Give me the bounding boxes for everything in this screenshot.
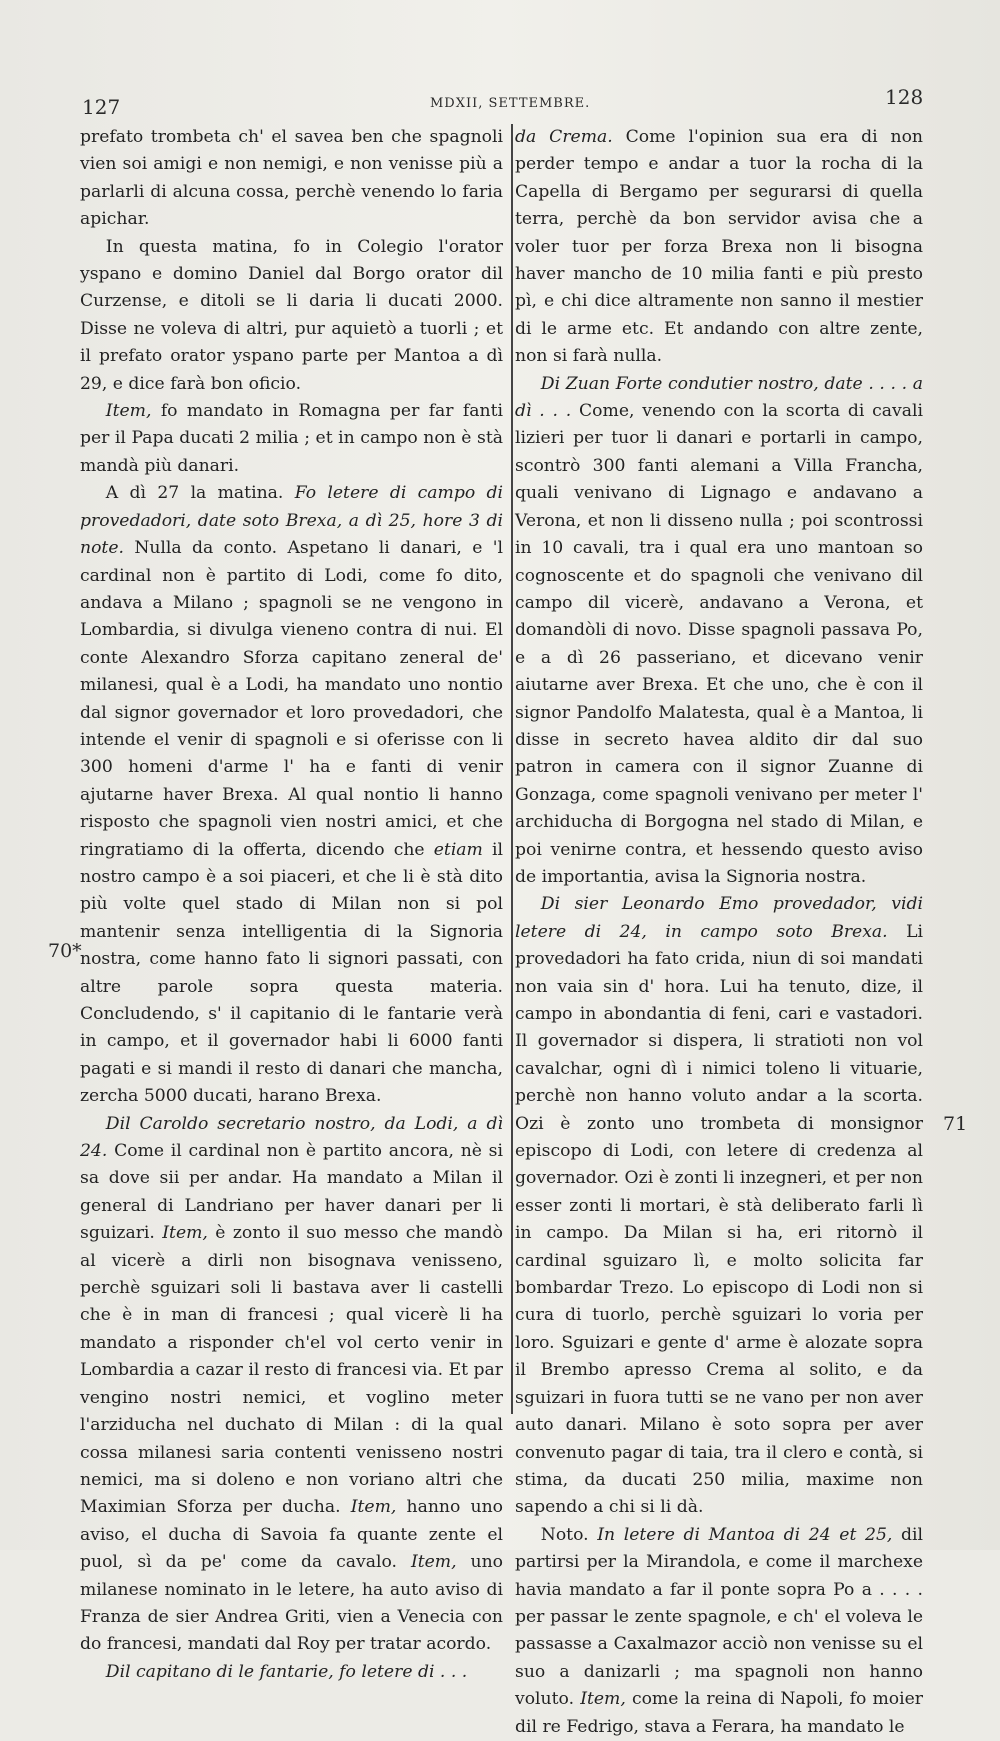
- paragraph: Dil capitano di le fantarie, fo letere di . . .: [105, 1661, 468, 1682]
- paragraph: Di Zuan Forte condutier nostro, date . . . . a dì . . . Come, venendo con la scorta di cavali lizieri per tuor li danari e portarli in campo, scontrò 300 fanti alemani a Villa Franchа, quali venivano di Lignago e andavano a Verona, et non li disseno nulla ; poi scontrossi in 10 cavali, tra i qual era uno mantoan so cognoscente et do spagnoli che venivano dil campo dil vicerè, andavano a Verona, et domandòli di novo. Disse spagnoli passava Po, e a dì 26 passeriano, et dicevano venir aiutarne aver Brexa. Et che uno, che è con il signor Pandolfo Malatesta, qual è a Mantoa, li disse in secreto havea aldito dir dal suo patron in camera con il signor Zuanne di Gonzaga, come spagnoli venivano per meter l' archiducha di Borgogna nel stado di Milan, e poi venirne contra, et hessendo questo aviso de importantia, avisa la Signoria nostra.: [515, 373, 923, 887]
- paragraph: Item, fo mandato in Romagna per far fanti per il Papa ducati 2 milia ; et in campo non è stà mandà più danari.: [80, 401, 503, 476]
- paragraph: Dil Caroldo secretario nostro, da Lodi, a dì 24. Come il cardinal non è partito ancora, nè si sa dove sii per andar. Ha mandato a Milan il general di Landriano per haver danari per li sguizari. Item, è zonto il suo messo che mandò al vicerè a dirli non bisognava venisseno, perchè sguizari soli li bastava aver li castelli che è in man di francesi ; qual vicerè li ha mandato a risponder ch'el vol certo venir in Lombardia a cazar il resto di francesi via. Et par vengino nostri nemici, et voglino meter l'arziducha nel duchato di Milan : di la qual cossa milanesi saria contenti venisseno nostri nemici, ma si doleno e non voriano altri che Maximian Sforza per ducha. Item, hanno uno aviso, el ducha di Savoia fa quante zente el puol, sì da pe' come da cavalo. Item, uno milanese nominato in le letere, ha auto aviso di Franza de sier Andrea Griti, vien a Venecia con do francesi, mandati dal Roy per tratar acordo.: [80, 1113, 504, 1655]
- paragraph: prefato trombeta ch' el savea ben che spagnoli vien soi amigi e non nemigi, e non venisse più a parlarli di alcuna cossa, perchè venendo lo faria apichar.: [80, 127, 503, 230]
- paragraph: In questa matina, fo in Colegio l'orator yspano e domino Daniel dal Borgo orator dil Curzense, e ditoli se li daria li ducati 2000. Disse ne voleva di altri, pur aquietò a tuorli ; et il prefato orator yspano parte per Mantoa a dì 29, e dice farà bon oficio.: [80, 236, 503, 394]
- margin-note-left: 70*: [48, 940, 82, 962]
- paragraph: Di sier Leonardo Emo provedador, vidi letere di 24, in campo soto Brexa. Li provedadori ha fato crida, niun di soi mandati non vaia sin d' hora. Lui ha tenuto, dize, il campo in abondantia di feni, cari e vastadori. Il governador si dispera, li stratioti non vol cavalchar, ogni dì i nimici toleno li vituarie, perchè non hanno voluto andar a la scorta. Ozi è zonto uno trombeta di monsignor episcopo di Lodi, con letere di credenza al governador. Ozi è zonti li inzegneri, et per non esser zonti li mortari, è stà deliberato farli lì in campo. Da Milan si ha, eri ritornò il cardinal sguizaro lì, e molto solicita far bombardar Trezo. Lo episcopo di Lodi non si cura di tuorlo, perchè sguizari lo voria per loro. Sguizari e gente d' arme è alozate sopra il Brembo apresso Crema al solito, e da sguizari in fuora tutti se ne vano per non aver auto danari. Milano è soto sopra per aver convenuto pagar di taia, tra il clero e contà, si stima, da ducati 250 milia, maxime non sapendo a chi si li dà.: [515, 894, 924, 1518]
- left-column: [80, 124, 503, 1686]
- margin-note-right: 71: [943, 1113, 968, 1135]
- page-number-left: 127: [82, 95, 121, 119]
- page-number-right: 128: [885, 85, 924, 109]
- running-title: MDXII, SETTEMBRE.: [430, 96, 591, 111]
- paragraph: da Crema. Come l'opinion sua era di non perder tempo e andar a tuor la rocha di la Capella di Bergamo per segurarsi di quella terra, perchè da bon servidor avisa che a voler tuor per forza Brexa non li bisogna haver mancho de 10 milia fanti e più presto pì, e chi dice altramente non sanno il mestier di le arme etc. Et andando con altre zente, non si farà nulla.: [515, 127, 923, 367]
- right-column: [515, 124, 923, 1741]
- paragraph: Noto. In letere di Mantoa di 24 et 25, dil partirsi per la Mirandola, e come il marchexe havia mandato a far il ponte sopra Po a . . . . per passar le zente spagnole, e ch' el voleva le passasse a Caxalmazor acciò non venisse su el suo a danizarli ; ma spagnoli non hanno voluto. Item, come la reina di Napoli, fo moier dil re Fedrigo, stava a Ferara, ha mandato le: [515, 1524, 923, 1737]
- column-divider: [511, 124, 513, 1414]
- paragraph: A dì 27 la matina. Fo letere di campo di provedadori, date soto Brexa, a dì 25, hore 3 di note. Nulla da conto. Aspetano li danari, e 'l cardinal non è partito di Lodi, come fo dito, andava a Milano ; spagnoli se ne vengono in Lombardia, si divulga vieneno contra di nui. El conte Alexandro Sforza capitano zeneral de' milanesi, qual è a Lodi, ha mandato uno nontio dal signor governador et loro provedadori, che intende el venir di spagnoli e si oferisse con li 300 homeni d'arme l' ha e fanti di venir ajutarne haver Brexa. Al qual nontio li hanno risposto che spagnoli vien nostri amici, et che ringratiamo di la offerta, dicendo che etiam il nostro campo è a soi piaceri, et che li è stà dito più volte quel stado di Milan non si pol mantenir senza intelligentia di la Signoria nostra, come hanno fato li signori passati, con altre parole sopra questa materia. Concludendo, s' il capitanio di le fantarie verà in campo, et il governador habi li 6000 fanti pagati e si mandi il resto di danari che mancha, zercha 5000 ducati, harano Brexa.: [80, 483, 504, 1107]
